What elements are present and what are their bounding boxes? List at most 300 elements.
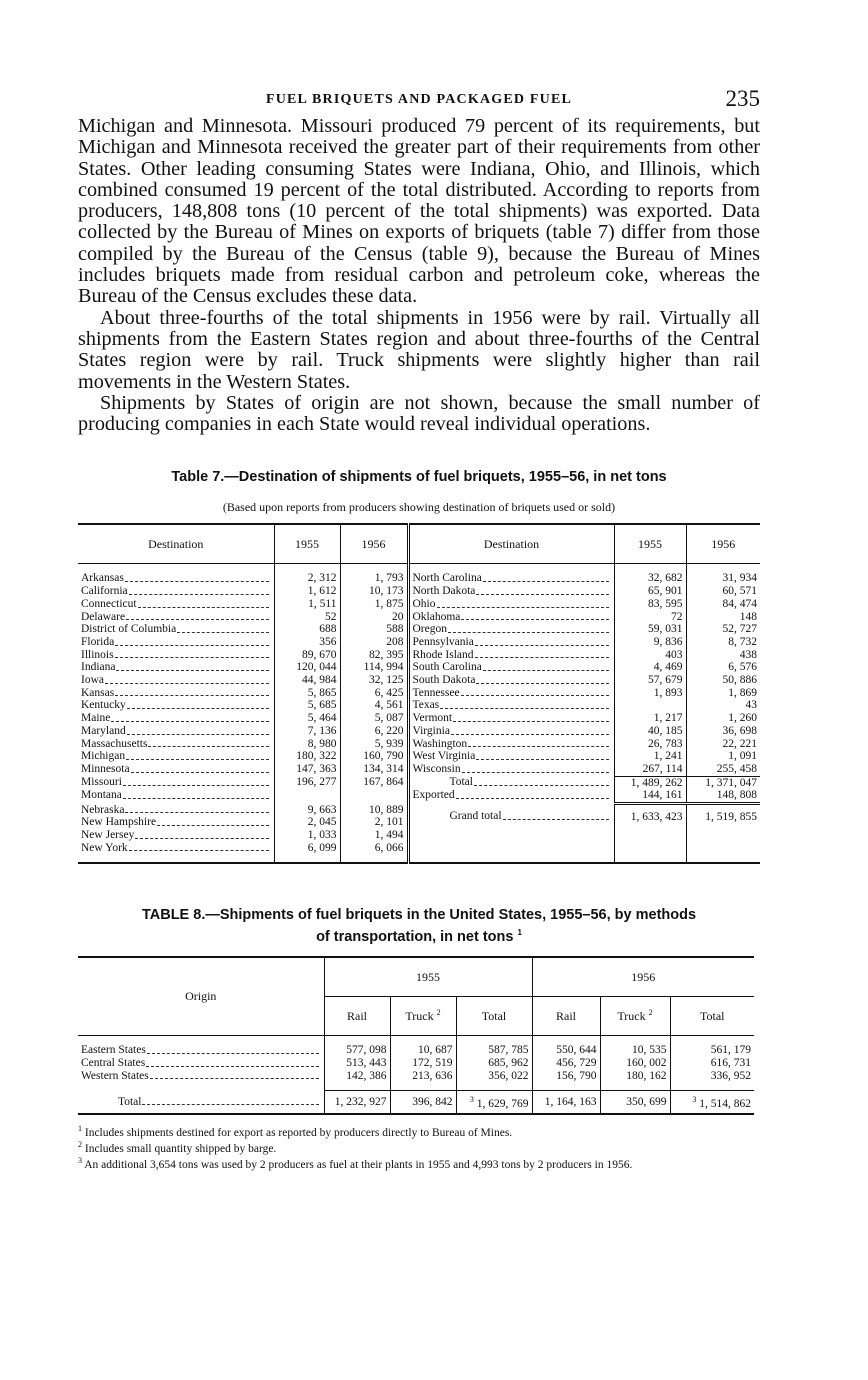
dot-leader	[476, 674, 608, 684]
grand-total-label: Grand total	[449, 809, 502, 822]
value-1955: 44, 984	[274, 674, 340, 687]
value-1955	[274, 789, 340, 803]
dot-leader	[157, 816, 268, 826]
dot-leader-row	[81, 623, 271, 636]
destination-label-cell	[78, 763, 274, 776]
empty-cell	[614, 842, 686, 855]
value-1955: 1, 511	[274, 598, 340, 611]
dot-leader-row	[118, 1096, 321, 1109]
value-1956: 1, 793	[340, 572, 408, 585]
dot-leader-row	[413, 674, 611, 687]
empty-cell	[324, 1082, 390, 1091]
destination-label-cell	[408, 712, 614, 725]
value-1956: 4, 561	[340, 699, 408, 712]
total-value-cell	[456, 1091, 532, 1114]
value-1956: 6, 576	[686, 661, 760, 674]
empty-cell	[408, 829, 614, 842]
empty-cell	[532, 1036, 600, 1045]
empty-cell	[600, 1036, 670, 1045]
destination-label: Wisconsin	[412, 763, 461, 775]
table-row	[78, 750, 760, 763]
value-cell: 213, 636	[390, 1070, 456, 1083]
value-1955: 1, 033	[274, 829, 340, 842]
value-cell: 685, 962	[456, 1057, 532, 1070]
dot-leader	[135, 829, 268, 839]
destination-label-cell	[408, 585, 614, 598]
exported-label-cell	[408, 789, 614, 803]
destination-label-cell	[78, 712, 274, 725]
value-cell: 160, 002	[600, 1057, 670, 1070]
value-1955: 5, 464	[274, 712, 340, 725]
paragraph-3: Shipments by States of origin are not shown, because the small number of producing companies in each State would reveal individual operations.	[78, 391, 760, 436]
table7-header-1956: 1956	[340, 524, 408, 564]
value-cell: 561, 179	[670, 1044, 754, 1057]
origin-label-cell	[78, 1070, 324, 1083]
dot-leader-row	[413, 649, 611, 662]
dot-leader	[123, 776, 269, 786]
destination-label-cell	[408, 674, 614, 687]
total-row	[78, 1091, 754, 1114]
destination-label-cell	[78, 611, 274, 624]
table-row	[78, 674, 760, 687]
table-row	[78, 789, 760, 803]
dot-leader-row	[81, 585, 271, 598]
footnote-3: $^3$ An additional 3,654 tons was used by 2 producers as fuel at their plants in 1955 and 4,993 tons by 2 producers in 1956.	[78, 1155, 633, 1171]
origin-label: Western States	[81, 1069, 149, 1082]
destination-label-cell	[78, 687, 274, 700]
value-1955: 180, 322	[274, 750, 340, 763]
table-row	[78, 1070, 754, 1083]
value-1955: 26, 783	[614, 738, 686, 751]
destination-label-cell	[408, 699, 614, 712]
empty-cell	[274, 854, 340, 863]
table-row	[78, 598, 760, 611]
value-1956: 167, 864	[340, 776, 408, 789]
value-1955	[614, 699, 686, 712]
table8-truck-note-1955: 2	[436, 1008, 441, 1018]
table8-header-total-1956: Total	[670, 997, 754, 1036]
value-cell: 180, 162	[600, 1070, 670, 1083]
dot-leader	[147, 1044, 319, 1054]
dot-leader	[475, 649, 609, 659]
dot-leader-row	[413, 738, 611, 751]
destination-label-cell	[78, 829, 274, 842]
dot-leader-row	[81, 804, 271, 817]
dot-leader	[476, 750, 608, 760]
table-row	[78, 712, 760, 725]
destination-label: Missouri	[81, 776, 122, 789]
dot-leader-row	[413, 763, 611, 776]
paragraph-2: About three-fourths of the total shipments in 1956 were by rail. Virtually all shipments from the Eastern States region and about three-fourths of the Central States region were by rail. Truck shipments were slightly higher than rail movements in the Western States.	[78, 306, 760, 393]
destination-label: Rhode Island	[412, 648, 474, 661]
value-1955: 196, 277	[274, 776, 340, 789]
destination-label: District of Columbia	[81, 623, 177, 636]
destination-label: West Virginia	[412, 750, 476, 763]
value-1955: 40, 185	[614, 725, 686, 738]
exported-label: Exported	[412, 789, 455, 802]
table-row	[78, 687, 760, 700]
value-1956: 82, 395	[340, 649, 408, 662]
table7	[78, 523, 760, 864]
dot-leader-row	[81, 842, 271, 855]
destination-label: South Dakota	[412, 674, 476, 687]
dot-leader	[461, 611, 608, 621]
origin-label-cell	[78, 1044, 324, 1057]
dot-leader	[503, 810, 609, 820]
dot-leader	[453, 712, 608, 722]
value-cell: 550, 644	[532, 1044, 600, 1057]
value-1956: 5, 087	[340, 712, 408, 725]
dot-leader-row	[81, 776, 271, 789]
destination-label: Connecticut	[81, 597, 137, 610]
value-1956: 148	[686, 611, 760, 624]
value-1956: 1, 875	[340, 598, 408, 611]
value-1956: 255, 458	[686, 763, 760, 776]
destination-label: New Jersey	[81, 829, 135, 842]
value-1955: 267, 114	[614, 763, 686, 776]
exported-1956: 148, 808	[686, 789, 760, 803]
destination-label-cell	[78, 699, 274, 712]
empty-cell	[686, 854, 760, 863]
empty-cell	[456, 1082, 532, 1091]
table-row	[78, 776, 760, 789]
destination-label-cell	[78, 738, 274, 751]
dot-leader	[476, 585, 608, 595]
destination-label: California	[81, 585, 128, 598]
dot-leader	[461, 687, 609, 697]
table8-header-rail-1956: Rail	[532, 997, 600, 1036]
destination-label: Maryland	[81, 724, 126, 737]
dot-leader	[116, 661, 268, 671]
destination-label-cell	[78, 636, 274, 649]
value-1956: 20	[340, 611, 408, 624]
total-value-cell: 1, 164, 163	[532, 1091, 600, 1114]
running-title: FUEL BRIQUETS AND PACKAGED FUEL	[265, 92, 573, 107]
destination-label: Oklahoma	[412, 610, 461, 623]
spacer-row	[78, 564, 760, 573]
destination-label: Pennsylvania	[412, 635, 474, 648]
value-1955: 5, 685	[274, 699, 340, 712]
value-cell: 456, 729	[532, 1057, 600, 1070]
destination-label-cell	[78, 623, 274, 636]
value-1956	[340, 789, 408, 803]
value-1956: 10, 889	[340, 804, 408, 817]
dot-leader	[462, 763, 609, 773]
total-value-cell: 350, 699	[600, 1091, 670, 1114]
value-1956: 60, 571	[686, 585, 760, 598]
empty-cell	[324, 1036, 390, 1045]
destination-label-cell	[408, 572, 614, 585]
empty-cell	[686, 842, 760, 855]
value-1955: 7, 136	[274, 725, 340, 738]
destination-label: Maine	[81, 712, 111, 725]
value-1955: 9, 836	[614, 636, 686, 649]
destination-label: New York	[81, 841, 128, 854]
value-1956: 31, 934	[686, 572, 760, 585]
empty-cell	[408, 842, 614, 855]
dot-leader	[483, 661, 609, 671]
empty-cell	[274, 564, 340, 573]
dot-leader-row	[81, 636, 271, 649]
dot-leader-row	[81, 829, 271, 842]
dot-leader-row	[81, 611, 271, 624]
dot-leader	[146, 1057, 318, 1067]
destination-label-cell	[408, 623, 614, 636]
table8-header-total-1955: Total	[456, 997, 532, 1036]
value-1956: 1, 869	[686, 687, 760, 700]
destination-label-cell	[78, 776, 274, 789]
table7-header-1955: 1955	[274, 524, 340, 564]
destination-label: Kentucky	[81, 699, 126, 712]
dot-leader	[483, 572, 609, 582]
dot-leader	[129, 842, 269, 852]
destination-label: Montana	[81, 789, 122, 802]
dot-leader	[131, 763, 269, 773]
value-1956: 1, 494	[340, 829, 408, 842]
value-1955: 5, 865	[274, 687, 340, 700]
destination-label: Vermont	[412, 712, 453, 725]
dot-leader	[448, 623, 609, 633]
value-cell: 156, 790	[532, 1070, 600, 1083]
value-1956: 438	[686, 649, 760, 662]
destination-label-cell	[408, 611, 614, 624]
destination-label-cell	[408, 661, 614, 674]
empty-cell	[408, 564, 614, 573]
dot-leader	[150, 1070, 319, 1080]
dot-leader-row	[81, 1044, 321, 1057]
dot-leader	[125, 804, 268, 814]
destination-label-cell	[78, 598, 274, 611]
dot-leader-row	[413, 598, 611, 611]
destination-label-cell	[78, 661, 274, 674]
destination-label-cell	[78, 585, 274, 598]
destination-label: Oregon	[412, 623, 447, 636]
dot-leader-row	[81, 763, 271, 776]
value-1955: 1, 893	[614, 687, 686, 700]
dot-leader-row	[81, 598, 271, 611]
destination-label-cell	[408, 687, 614, 700]
destination-label: Massachusetts	[81, 737, 148, 750]
table-row	[78, 585, 760, 598]
empty-cell	[614, 854, 686, 863]
value-1955: 72	[614, 611, 686, 624]
dot-leader-row	[81, 687, 271, 700]
value-1955: 1, 217	[614, 712, 686, 725]
origin-label: Central States	[81, 1056, 146, 1069]
value-1955: 6, 099	[274, 842, 340, 855]
value-cell: 356, 022	[456, 1070, 532, 1083]
dot-leader	[115, 687, 268, 697]
value-1955: 688	[274, 623, 340, 636]
table7-header-destination: Destination	[78, 524, 274, 564]
table8-caption	[78, 906, 760, 946]
table-row	[78, 842, 760, 855]
value-cell: 336, 952	[670, 1070, 754, 1083]
footnotes	[78, 1123, 760, 1170]
value-1955: 1, 612	[274, 585, 340, 598]
dot-leader	[129, 585, 269, 595]
total-1955: 1, 489, 262	[614, 776, 686, 789]
destination-label: Kansas	[81, 686, 115, 699]
table8-header-origin: Origin	[78, 957, 324, 1036]
table8-header-1955: 1955	[324, 957, 532, 997]
value-1955: 32, 682	[614, 572, 686, 585]
table-row	[78, 1044, 754, 1057]
destination-label: Florida	[81, 635, 115, 648]
table8-truck-note-1956: 2	[648, 1008, 653, 1018]
empty-cell	[340, 564, 408, 573]
dot-leader-row	[81, 789, 271, 802]
dot-leader	[142, 1096, 318, 1106]
destination-label: South Carolina	[412, 661, 482, 674]
dot-leader-row	[81, 674, 271, 687]
footnote-1: $^1$ Includes shipments destined for export as reported by producers directly to Bureau of Mines.	[78, 1123, 513, 1139]
total-1956: 1, 371, 047	[686, 776, 760, 789]
destination-label-cell	[78, 789, 274, 803]
value-1955: 83, 595	[614, 598, 686, 611]
dot-leader-row	[450, 810, 611, 823]
value-1956: 1, 260	[686, 712, 760, 725]
footnote-2: $^2$ Includes small quantity shipped by barge.	[78, 1139, 277, 1155]
value-1955: 356	[274, 636, 340, 649]
destination-label-cell	[408, 598, 614, 611]
empty-cell	[614, 829, 686, 842]
running-header	[78, 86, 760, 116]
table-row	[78, 572, 760, 585]
dot-leader	[115, 649, 269, 659]
dot-leader-row	[81, 661, 271, 674]
total-label-cell	[408, 776, 614, 789]
empty-cell	[78, 564, 274, 573]
grand-total-label-cell	[408, 804, 614, 829]
value-1955: 8, 980	[274, 738, 340, 751]
value-1955: 1, 241	[614, 750, 686, 763]
dot-leader-row	[413, 636, 611, 649]
value-1956: 22, 221	[686, 738, 760, 751]
dot-leader	[126, 750, 268, 760]
dot-leader-row	[413, 750, 611, 763]
empty-cell	[600, 1082, 670, 1091]
value-1955: 4, 469	[614, 661, 686, 674]
destination-label-cell	[408, 738, 614, 751]
grand-total-1956: 1, 519, 855	[686, 804, 760, 829]
destination-label: Minnesota	[81, 763, 130, 775]
table8-caption-line2: of transportation, in net tons	[316, 929, 514, 946]
dot-leader	[127, 725, 269, 735]
dot-leader-row	[450, 776, 611, 789]
value-1956: 43	[686, 699, 760, 712]
table8-caption-line1: TABLE 8.—Shipments of fuel briquets in the United States, 1955–56, by methods	[141, 907, 697, 924]
dot-leader	[126, 611, 268, 621]
destination-label: Texas	[412, 699, 440, 712]
empty-cell	[670, 1036, 754, 1045]
value-cell: 587, 785	[456, 1044, 532, 1057]
destination-label-cell	[408, 725, 614, 738]
dot-leader-row	[81, 712, 271, 725]
table8-body	[78, 1036, 754, 1114]
dot-leader-row	[413, 585, 611, 598]
dot-leader	[456, 789, 609, 799]
dot-leader	[437, 598, 609, 608]
empty-cell	[532, 1082, 600, 1091]
destination-label: Arkansas	[81, 572, 124, 585]
value-1956: 32, 125	[340, 674, 408, 687]
dot-leader	[138, 598, 269, 608]
destination-label-cell	[78, 816, 274, 829]
dot-leader-row	[413, 725, 611, 738]
total-value: 1, 629, 769	[476, 1097, 529, 1110]
table-row	[78, 611, 760, 624]
grand-total-1955: 1, 633, 423	[614, 804, 686, 829]
dot-leader-row	[413, 572, 611, 585]
dot-leader-row	[81, 738, 271, 751]
empty-cell	[78, 1082, 324, 1091]
table-row	[78, 738, 760, 751]
dot-leader-row	[81, 1070, 321, 1083]
table-row	[78, 763, 760, 776]
dot-leader	[475, 636, 609, 646]
table8-header-truck-1955-cell	[390, 997, 456, 1036]
value-1955: 52	[274, 611, 340, 624]
value-1956: 6, 220	[340, 725, 408, 738]
total-label-cell	[78, 1091, 324, 1114]
value-1955: 59, 031	[614, 623, 686, 636]
dot-leader-row	[81, 1057, 321, 1070]
dot-leader	[474, 776, 609, 786]
spacer-row	[78, 854, 760, 863]
empty-cell	[78, 1036, 324, 1045]
table7-header-1956-2: 1956	[686, 524, 760, 564]
value-1956: 50, 886	[686, 674, 760, 687]
destination-label-cell	[408, 636, 614, 649]
table-row	[78, 804, 760, 817]
value-1955: 120, 044	[274, 661, 340, 674]
empty-cell	[340, 854, 408, 863]
table-row	[78, 636, 760, 649]
value-1956: 6, 425	[340, 687, 408, 700]
value-1955: 403	[614, 649, 686, 662]
total-value-cell	[670, 1091, 754, 1114]
value-1956: 6, 066	[340, 842, 408, 855]
value-1956: 10, 173	[340, 585, 408, 598]
destination-label-cell	[78, 842, 274, 855]
value-1956: 52, 727	[686, 623, 760, 636]
dot-leader	[105, 674, 269, 684]
dot-leader-row	[413, 661, 611, 674]
table-row	[78, 649, 760, 662]
destination-label-cell	[78, 572, 274, 585]
table-row	[78, 829, 760, 842]
total-value-cell: 1, 232, 927	[324, 1091, 390, 1114]
dot-leader-row	[413, 611, 611, 624]
dot-leader	[127, 699, 269, 709]
dot-leader	[177, 623, 268, 633]
empty-cell	[456, 1036, 532, 1045]
value-cell: 10, 535	[600, 1044, 670, 1057]
value-1956: 208	[340, 636, 408, 649]
destination-label: Illinois	[81, 648, 114, 661]
destination-label-cell	[78, 750, 274, 763]
paragraph-1: Michigan and Minnesota. Missouri produced 79 percent of its requirements, but Michigan and Minnesota received the greater part of their requirements from other States. Other leading consuming States were Indiana, Ohio, and Illinois, which combined consumed 19 percent of the total distributed. According to reports from producers, 148,808 tons (10 percent of the total shipments) was exported. Data collected by the Bureau of Mines on exports of briquets (table 7) differ from those compiled by the Bureau of the Census (table 9), because the Bureau of Mines includes briquets made from residual carbon and petroleum coke, whereas the Bureau of the Census excludes these data.	[78, 115, 760, 308]
dot-leader	[468, 738, 608, 748]
destination-label: Ohio	[412, 597, 436, 610]
total-label: Total	[118, 1095, 142, 1108]
value-1956: 134, 314	[340, 763, 408, 776]
empty-cell	[614, 564, 686, 573]
value-1955: 2, 045	[274, 816, 340, 829]
table7-body	[78, 564, 760, 863]
table-row	[78, 623, 760, 636]
